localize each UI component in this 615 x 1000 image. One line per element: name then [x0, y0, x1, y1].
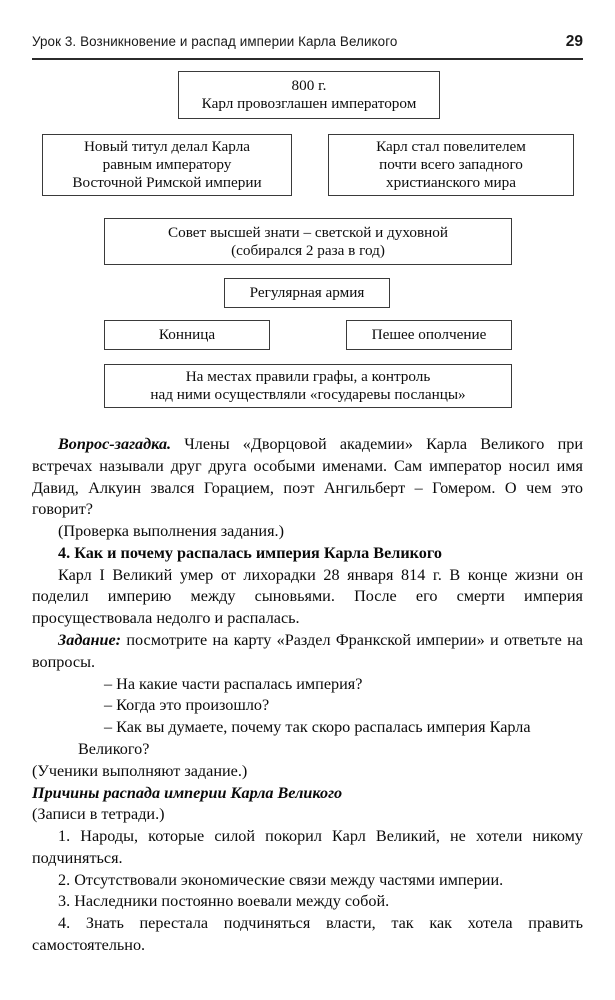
causes-heading: Причины распада империи Карла Великого: [32, 783, 343, 802]
diagram-box-council-of-nobility: [104, 218, 512, 265]
header-lesson-title: Урок 3. Возникновение и распад империи Карла Великого: [32, 34, 398, 49]
diagram-box-line: почти всего западного: [379, 156, 523, 174]
question-list: [32, 674, 583, 761]
list-item: – Как вы думаете, почему так скоро распалась империя Карла Великого?: [78, 718, 531, 758]
diagram-box-line: Регулярная армия: [249, 284, 365, 302]
diagram-box-line: (собирался 2 раза в год): [231, 241, 385, 259]
paragraph-students-note: (Ученики выполняют задание.): [32, 761, 248, 780]
cause-item-4: 4. Знать перестала подчиняться власти, так как хотела править самостоятельно.: [32, 914, 583, 954]
cause-item-1: 1. Народы, которые силой покорил Карл Великий, не хотели никому подчиняться.: [32, 827, 583, 867]
diagram-box-line: равным императору: [102, 156, 232, 174]
diagram-box-ruler-of-west: [328, 134, 574, 196]
list-item: – Когда это произошло?: [104, 696, 270, 715]
body-content: [32, 434, 583, 957]
page-number: 29: [565, 33, 583, 50]
riddle-text: Члены «Дворцовой академии» Карла Великого при встречах называли друг друга особыми именами. Сам император носил имя Давид, Алкуин звался Горацием, поэт Ангильберт – Гомером. О чем это говорит?: [32, 435, 583, 519]
diagram-box-line: Пешее ополчение: [371, 326, 487, 344]
section-heading-4: 4. Как и почему распалась империя Карла Великого: [58, 543, 442, 562]
riddle-label: Вопрос-загадка.: [58, 435, 172, 453]
diagram-box-line: 800 г.: [291, 77, 327, 95]
diagram-box-line: Карл стал повелителем: [376, 138, 526, 156]
task-label: Задание:: [58, 631, 122, 650]
diagram-box-line: христианского мира: [386, 173, 516, 191]
diagram-box-regular-army: [224, 278, 390, 308]
cause-item-2: 2. Отсутствовали экономические связи между частями империи.: [58, 870, 504, 889]
list-item: – На какие части распалась империя?: [104, 674, 363, 693]
diagram-box-line: Карл провозглашен императором: [201, 95, 417, 112]
task-text: посмотрите на карту «Раздел Франкской империи» и ответьте на вопросы.: [32, 631, 583, 671]
diagram-box-proclamation: [178, 71, 440, 119]
diagram-box-cavalry: [104, 320, 270, 350]
diagram-box-line: На местах правили графы, а контроль: [185, 368, 431, 386]
diagram-box-foot-militia: [346, 320, 512, 350]
diagram-box-line: Новый титул делал Карла: [83, 138, 251, 156]
diagram-box-equal-title: [42, 134, 292, 196]
diagram-box-line: Конница: [158, 326, 216, 344]
paragraph-notes-note: (Записи в тетради.): [32, 805, 165, 824]
paragraph-riddle: [32, 434, 583, 521]
paragraph-task: [32, 630, 583, 674]
diagram-box-line: над ними осуществляли «государевы посланцы»: [150, 386, 466, 403]
diagram-box-line: Восточной Римской империи: [72, 173, 262, 191]
cause-item-3: 3. Наследники постоянно воевали между собой.: [58, 892, 390, 911]
paragraph-section-4: Карл I Великий умер от лихорадки 28 января 814 г. В конце жизни он поделил империю между сыновьями. После его смерти империя просуществовала недолго и распалась.: [32, 565, 583, 628]
paragraph-check-note: (Проверка выполнения задания.): [58, 522, 284, 541]
empire-structure-diagram: [0, 0, 615, 420]
diagram-box-counts-control: [104, 364, 512, 408]
diagram-box-line: Совет высшей знати – светской и духовной: [167, 223, 448, 241]
